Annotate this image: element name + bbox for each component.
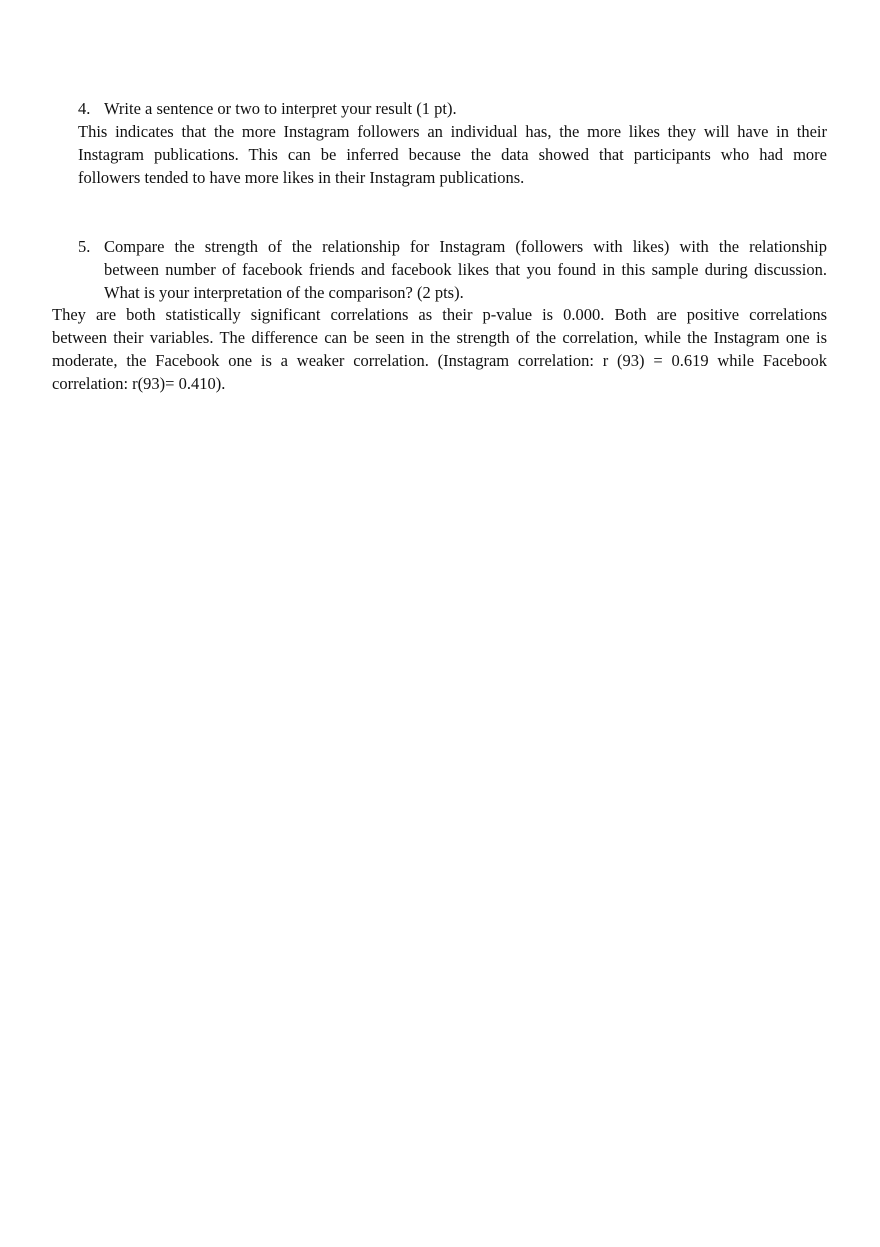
question-5-answer-line: They are both statistically significant correlations as their p-value is 0.000. Both are positive correlations — [52, 305, 827, 324]
question-5-prompt-line: between number of facebook friends and facebook likes that you found in this sample during discussion. — [104, 260, 827, 279]
question-5-prompt-line: What is your interpretation of the comparison? (2 pts). — [104, 283, 464, 302]
question-5-prompt-line: Compare the strength of the relationship for Instagram (followers with likes) with the relationship — [104, 237, 827, 256]
question-5-answer-line: between their variables. The difference can be seen in the strength of the correlation, while the Instagram one is — [52, 328, 827, 347]
question-4-prompt-text: Write a sentence or two to interpret your result (1 pt). — [104, 99, 457, 118]
question-5-answer-line: moderate, the Facebook one is a weaker correlation. (Instagram correlation: r (93) = 0.619 while Facebook — [52, 351, 827, 370]
question-5-answer-line: correlation: r(93)= 0.410). — [52, 374, 226, 393]
question-4-answer-line: followers tended to have more likes in their Instagram publications. — [78, 168, 525, 187]
question-4-prompt — [78, 97, 457, 120]
question-4-number: 4. — [78, 99, 91, 118]
question-5-number: 5. — [78, 237, 91, 256]
question-4-answer-line: This indicates that the more Instagram followers an individual has, the more likes they will have in their — [78, 122, 827, 141]
question-4-answer-line: Instagram publications. This can be inferred because the data showed that participants who had more — [78, 145, 827, 164]
